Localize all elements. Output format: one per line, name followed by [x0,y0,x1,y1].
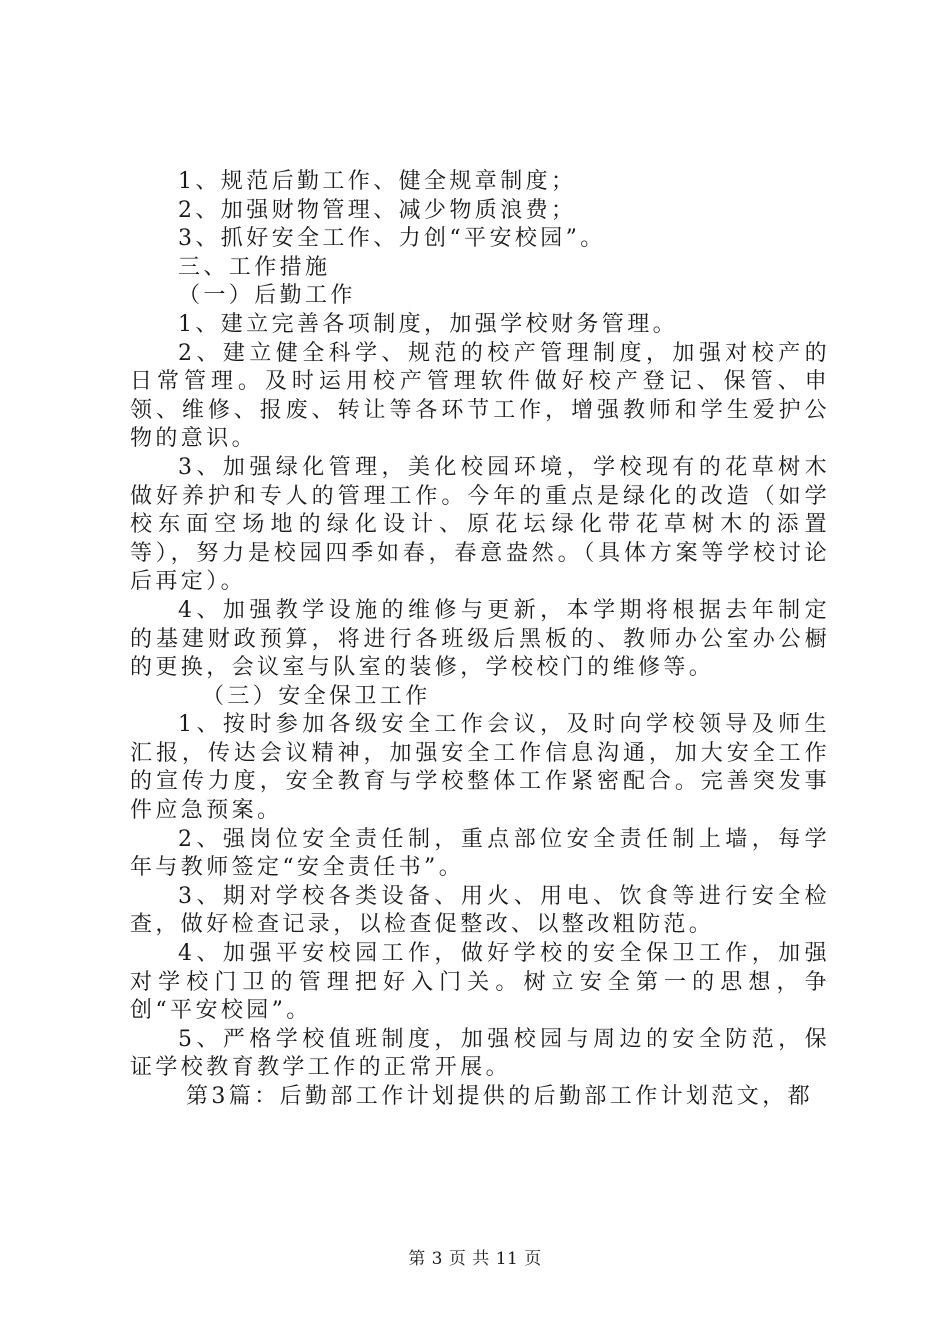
paragraph-logistics-2: 2、建立健全科学、规范的校产管理制度，加强对校产的日常管理。及时运用校产管理软件做好校产登记、保管、申领、维修、报废、转让等各环节工作，增强教师和学生爱护公物的意识。 [130,340,830,452]
page-number-footer: 第 3 页 共 11 页 [408,1249,542,1269]
paragraph-security-1: 1、按时参加各级安全工作会议，及时向学校领导及师生汇报，传达会议精神，加强安全工作信息沟通，加大安全工作的宣传力度，安全教育与学校整体工作紧密配合。完善突发事件应急预案。 [130,712,830,824]
subsection-heading-logistics: （一）后勤工作 [178,283,356,309]
paragraph-chapter-3-start: 第3篇：后勤部工作计划提供的后勤部工作计划范文，都 [186,1084,813,1109]
paragraph-goal-2: 2、加强财物管理、减少物质浪费； [178,197,577,223]
paragraph-security-2: 2、强岗位安全责任制，重点部位安全责任制上墙，每学年与教师签定“安全责任书”。 [130,826,830,881]
paragraph-goal-3: 3、抓好安全工作、力创“平安校园”。 [178,226,606,252]
paragraph-goal-1: 1、规范后勤工作、健全规章制度； [178,169,577,194]
paragraph-security-5: 5、严格学校值班制度，加强校园与周边的安全防范，保证学校教育教学工作的正常开展。 [130,1026,830,1081]
paragraph-security-3: 3、期对学校各类设备、用火、用电、饮食等进行安全检查，做好检查记录，以检查促整改、以整改粗防范。 [130,883,830,938]
section-heading-measures: 三、工作措施 [178,254,331,280]
subsection-heading-security: （三）安全保卫工作 [202,683,431,709]
document-body [130,168,830,1112]
paragraph-security-4: 4、加强平安校园工作，做好学校的安全保卫工作，加强对学校门卫的管理把好入门关。树立安全第一的思想，争创“平安校园”。 [130,941,830,1024]
paragraph-logistics-3: 3、加强绿化管理，美化校园环境，学校现有的花草树木做好养护和专人的管理工作。今年的重点是绿化的改造（如学校东面空场地的绿化设计、原花坛绿化带花草树木的添置等），努力是校园四季如春，春意盎然。（具体方案等学校讨论后再定）。 [130,454,830,595]
paragraph-logistics-1: 1、建立完善各项制度，加强学校财务管理。 [178,311,678,337]
paragraph-logistics-4: 4、加强教学设施的维修与更新，本学期将根据去年制定的基建财政预算，将进行各班级后黑板的、教师办公室办公橱的更换，会议室与队室的装修，学校校门的维修等。 [130,597,830,681]
